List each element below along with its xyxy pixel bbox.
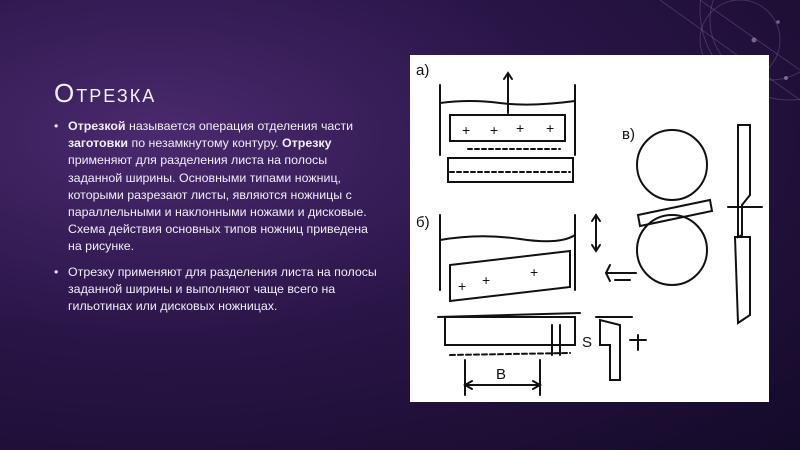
term-zagotovki: заготовки	[68, 136, 129, 151]
plus-sign: +	[458, 278, 467, 294]
bullet-text: Отрезку применяют для разделения листа на полосы заданной ширины и выполняют чаще всего на гильотинах или дисковых ножницах.	[68, 264, 377, 314]
plus-sign: +	[482, 272, 491, 288]
label-v: в)	[622, 126, 635, 143]
bullet-list	[52, 118, 382, 323]
shears-diagram-svg	[410, 55, 769, 402]
label-b: б)	[416, 214, 430, 231]
term-otrezkoy: Отрезкой	[68, 119, 126, 133]
bullet-item	[52, 264, 382, 316]
label-a: а)	[416, 62, 430, 79]
bullet-text: по незамкнутому контуру.	[128, 136, 283, 151]
slide-title: Отрезка	[54, 78, 157, 108]
plus-sign: +	[546, 120, 555, 136]
plus-sign: +	[462, 122, 471, 138]
plus-sign: +	[530, 264, 539, 280]
bullet-text: применяют для разделения листа на полосы заданной ширины. Основными типами ножниц, которыми разрезают листы, являются ножницы с параллельными и наклонными ножами и дисковые. Схема действия основных типов ножниц приведена на рисунке.	[68, 153, 368, 254]
shears-diagram	[410, 55, 769, 402]
plus-sign: +	[516, 120, 525, 136]
dimension-b: B	[496, 366, 507, 383]
bullet-text: называется операция отделения части	[125, 119, 354, 133]
plus-sign: +	[490, 122, 499, 138]
term-otrezku: Отрезку	[282, 136, 332, 151]
bullet-item	[52, 118, 382, 256]
dimension-s: S	[582, 334, 593, 351]
